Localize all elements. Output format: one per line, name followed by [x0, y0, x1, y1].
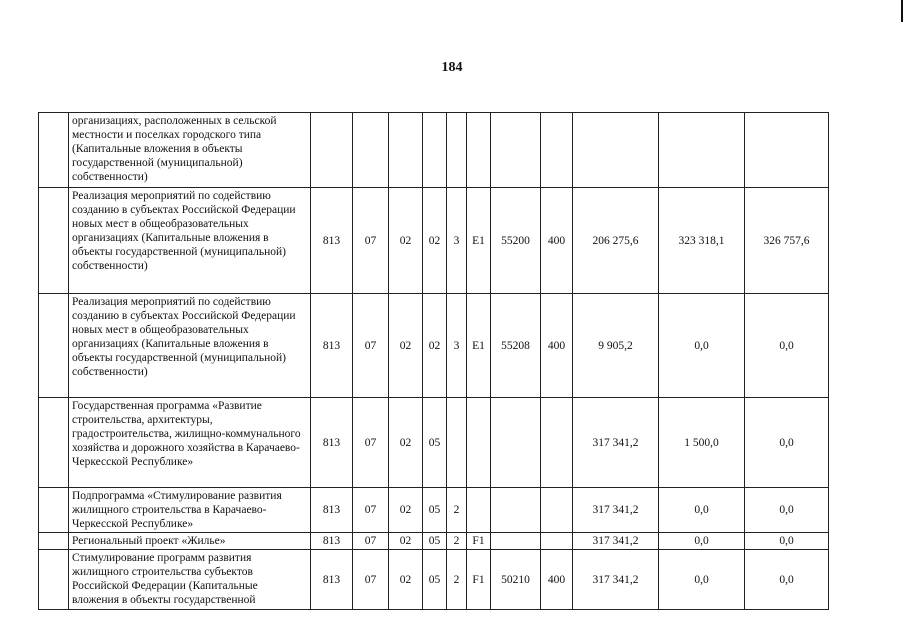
sum-year3-cell — [745, 113, 829, 188]
project-cell: F1 — [467, 550, 491, 610]
sum-year3-cell: 0,0 — [745, 488, 829, 533]
budget-table — [38, 112, 829, 610]
project-cell — [467, 113, 491, 188]
podrazdel-cell: 02 — [389, 488, 423, 533]
sum-year1-cell: 317 341,2 — [573, 533, 659, 550]
row-number-cell — [39, 488, 69, 533]
scan-edge-mark — [901, 0, 903, 22]
program-cell: 05 — [423, 550, 447, 610]
sum-year1-cell: 206 275,6 — [573, 188, 659, 294]
direction-cell — [491, 113, 541, 188]
sum-year3-cell: 0,0 — [745, 550, 829, 610]
subprogram-cell: 3 — [447, 188, 467, 294]
sum-year3-cell: 0,0 — [745, 398, 829, 488]
page-number: 184 — [441, 60, 463, 75]
expense-type-cell — [541, 398, 573, 488]
table-row — [39, 488, 829, 533]
ved-cell — [311, 113, 353, 188]
razdel-cell: 07 — [353, 294, 389, 398]
ved-cell: 813 — [311, 188, 353, 294]
expense-type-cell — [541, 488, 573, 533]
podrazdel-cell: 02 — [389, 294, 423, 398]
subprogram-cell — [447, 398, 467, 488]
project-cell: F1 — [467, 533, 491, 550]
row-name-cell: Подпрограмма «Стимулирование развития жилищного строительства в Карачаево-Черкесской Республике» — [69, 488, 311, 533]
row-number-cell — [39, 188, 69, 294]
razdel-cell: 07 — [353, 398, 389, 488]
row-number-cell — [39, 113, 69, 188]
direction-cell: 55208 — [491, 294, 541, 398]
sum-year1-cell: 317 341,2 — [573, 398, 659, 488]
program-cell: 02 — [423, 188, 447, 294]
sum-year1-cell: 317 341,2 — [573, 488, 659, 533]
ved-cell: 813 — [311, 550, 353, 610]
direction-cell — [491, 533, 541, 550]
subprogram-cell — [447, 113, 467, 188]
razdel-cell: 07 — [353, 188, 389, 294]
sum-year2-cell: 323 318,1 — [659, 188, 745, 294]
razdel-cell: 07 — [353, 550, 389, 610]
razdel-cell — [353, 113, 389, 188]
razdel-cell: 07 — [353, 533, 389, 550]
project-cell: E1 — [467, 188, 491, 294]
razdel-cell: 07 — [353, 488, 389, 533]
table-row — [39, 533, 829, 550]
row-number-cell — [39, 533, 69, 550]
table-row — [39, 188, 829, 294]
sum-year2-cell: 0,0 — [659, 488, 745, 533]
podrazdel-cell: 02 — [389, 398, 423, 488]
table-row — [39, 398, 829, 488]
podrazdel-cell — [389, 113, 423, 188]
row-number-cell — [39, 398, 69, 488]
row-number-cell — [39, 294, 69, 398]
direction-cell — [491, 398, 541, 488]
sum-year3-cell: 0,0 — [745, 533, 829, 550]
expense-type-cell: 400 — [541, 188, 573, 294]
sum-year2-cell: 1 500,0 — [659, 398, 745, 488]
program-cell: 05 — [423, 488, 447, 533]
subprogram-cell: 2 — [447, 488, 467, 533]
sum-year2-cell: 0,0 — [659, 533, 745, 550]
row-number-cell — [39, 550, 69, 610]
podrazdel-cell: 02 — [389, 533, 423, 550]
program-cell — [423, 113, 447, 188]
direction-cell: 55200 — [491, 188, 541, 294]
podrazdel-cell: 02 — [389, 188, 423, 294]
subprogram-cell: 3 — [447, 294, 467, 398]
podrazdel-cell: 02 — [389, 550, 423, 610]
row-name-cell: Региональный проект «Жилье» — [69, 533, 311, 550]
project-cell: E1 — [467, 294, 491, 398]
sum-year2-cell — [659, 113, 745, 188]
expense-type-cell: 400 — [541, 550, 573, 610]
expense-type-cell — [541, 113, 573, 188]
subprogram-cell: 2 — [447, 550, 467, 610]
row-name-cell: Реализация мероприятий по содействию созданию в субъектах Российской Федерации новых мест в общеобразовательных организациях (Капитальные вложения в объекты государственной (муниципальной) собственности) — [69, 294, 311, 398]
subprogram-cell: 2 — [447, 533, 467, 550]
row-name-cell: организациях, расположенных в сельской местности и поселках городского типа (Капитальные вложения в объекты государственной (муниципальной) собственности) — [69, 113, 311, 188]
sum-year3-cell: 0,0 — [745, 294, 829, 398]
row-name-cell: Стимулирование программ развития жилищного строительства субъектов Российской Федерации (Капитальные вложения в объекты государственной — [69, 550, 311, 610]
table-row — [39, 113, 829, 188]
sum-year1-cell: 317 341,2 — [573, 550, 659, 610]
expense-type-cell — [541, 533, 573, 550]
sum-year2-cell: 0,0 — [659, 550, 745, 610]
row-name-cell: Реализация мероприятий по содействию созданию в субъектах Российской Федерации новых мест в общеобразовательных организациях (Капитальные вложения в объекты государственной (муниципальной) собственности) — [69, 188, 311, 294]
table-row — [39, 550, 829, 610]
ved-cell: 813 — [311, 488, 353, 533]
program-cell: 02 — [423, 294, 447, 398]
table-row — [39, 294, 829, 398]
sum-year1-cell — [573, 113, 659, 188]
sum-year2-cell: 0,0 — [659, 294, 745, 398]
program-cell: 05 — [423, 533, 447, 550]
project-cell — [467, 488, 491, 533]
direction-cell: 50210 — [491, 550, 541, 610]
row-name-cell: Государственная программа «Развитие строительства, архитектуры, градостроительства, жилищно-коммунального хозяйства и дорожного хозяйства в Карачаево-Черкесской Республике» — [69, 398, 311, 488]
direction-cell — [491, 488, 541, 533]
ved-cell: 813 — [311, 398, 353, 488]
sum-year3-cell: 326 757,6 — [745, 188, 829, 294]
project-cell — [467, 398, 491, 488]
expense-type-cell: 400 — [541, 294, 573, 398]
sum-year1-cell: 9 905,2 — [573, 294, 659, 398]
program-cell: 05 — [423, 398, 447, 488]
ved-cell: 813 — [311, 533, 353, 550]
ved-cell: 813 — [311, 294, 353, 398]
